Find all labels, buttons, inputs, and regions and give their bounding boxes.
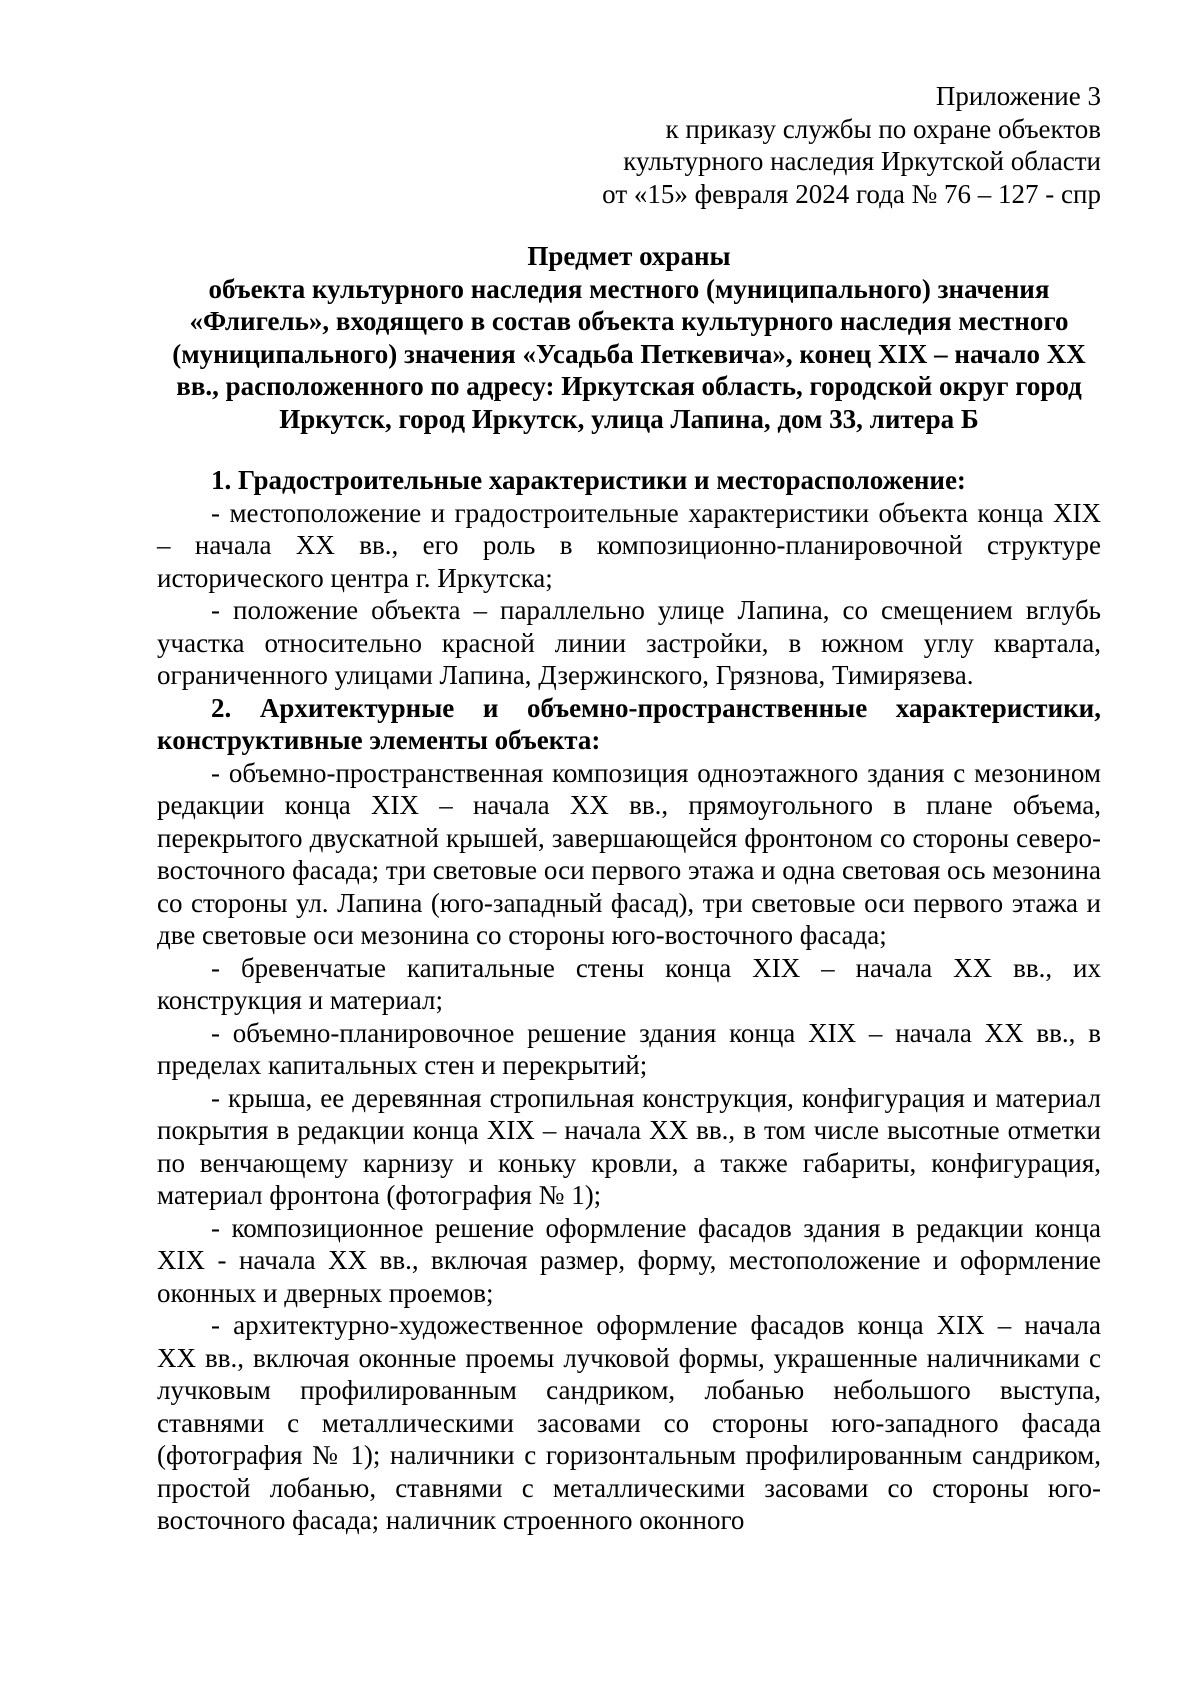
document-title: [157, 240, 1101, 435]
section-1-heading: 1. Градостроительные характеристики и месторасположение:: [211, 465, 966, 495]
annex-line-1: Приложение 3: [935, 81, 1101, 111]
section-2-item-4: - крыша, ее деревянная стропильная конструкция, конфигурация и материал покрытия в редакции конца XIX – начала XX вв., в том числе высотные отметки по венчающему карнизу и коньку кровли, а также габариты, конфигурация, материал фронтона (фотография № 1);: [157, 1082, 1101, 1210]
annex-line-3: культурного наследия Иркутской области: [623, 146, 1101, 176]
section-2-item-1: - объемно-пространственная композиция одноэтажного здания с мезонином редакции конца XIX – начала XX вв., прямоугольного в плане объема, перекрытого двускатной крышей, завершающейся фронтоном со стороны северо-восточного фасада; три световые оси первого этажа и одна световая ось мезонина со стороны ул. Лапина (юго-западный фасад), три световые оси первого этажа и две световые оси мезонина со стороны юго-восточного фасада;: [157, 757, 1101, 950]
annex-line-4: от «15» февраля 2024 года № 76 – 127 - спр: [602, 178, 1101, 209]
section-2-heading: 2. Архитектурные и объемно-пространственные характеристики, конструктивные элементы объекта:: [157, 692, 1101, 755]
annex-line-2: к приказу службы по охране объектов: [665, 113, 1101, 144]
title-heading: Предмет охраны: [527, 241, 731, 271]
annex-header: [157, 80, 1101, 210]
section-2-item-2: - бревенчатые капитальные стены конца XIX – начала XX вв., их конструкция и материал;: [157, 952, 1101, 1015]
sections: [157, 464, 1101, 1537]
title-subtitle: объекта культурного наследия местного (муниципального) значения «Флигель», входящего в состав объекта культурного наследия местного (муниципального) значения «Усадьба Петкевича», конец XIX – начало XX вв., расположенного по адресу: Иркутская область, городской округ город Иркутск, город Иркутск, улица Лапина, дом 33, литера Б: [172, 273, 1086, 434]
section-2-item-5: - композиционное решение оформление фасадов здания в редакции конца XIX - начала XX вв., включая размер, форму, местоположение и оформление оконных и дверных проемов;: [157, 1212, 1101, 1308]
document-page: [157, 80, 1101, 1537]
section-2-item-6: - архитектурно-художественное оформление фасадов конца XIX – начала XX вв., включая оконные проемы лучковой формы, украшенные наличниками с лучковым профилированным сандриком, лобанью небольшого выступа, ставнями с металлическими засовами со стороны юго-западного фасада (фотография № 1); наличники с горизонтальным профилированным сандриком, простой лобанью, ставнями с металлическими засовами со стороны юго-восточного фасада; наличник строенного оконного: [157, 1310, 1101, 1535]
section-1-item-2: - положение объекта – параллельно улице Лапина, со смещением вглубь участка относительно красной линии застройки, в южном углу квартала, ограниченного улицами Лапина, Дзержинского, Грязнова, Тимирязева.: [157, 595, 1101, 690]
section-1-item-1: - местоположение и градостроительные характеристики объекта конца XIX – начала XX вв., его роль в композиционно-планировочной структуре исторического центра г. Иркутска;: [157, 497, 1101, 593]
section-2-item-3: - объемно-планировочное решение здания конца XIX – начала XX вв., в пределах капитальных стен и перекрытий;: [157, 1017, 1101, 1080]
